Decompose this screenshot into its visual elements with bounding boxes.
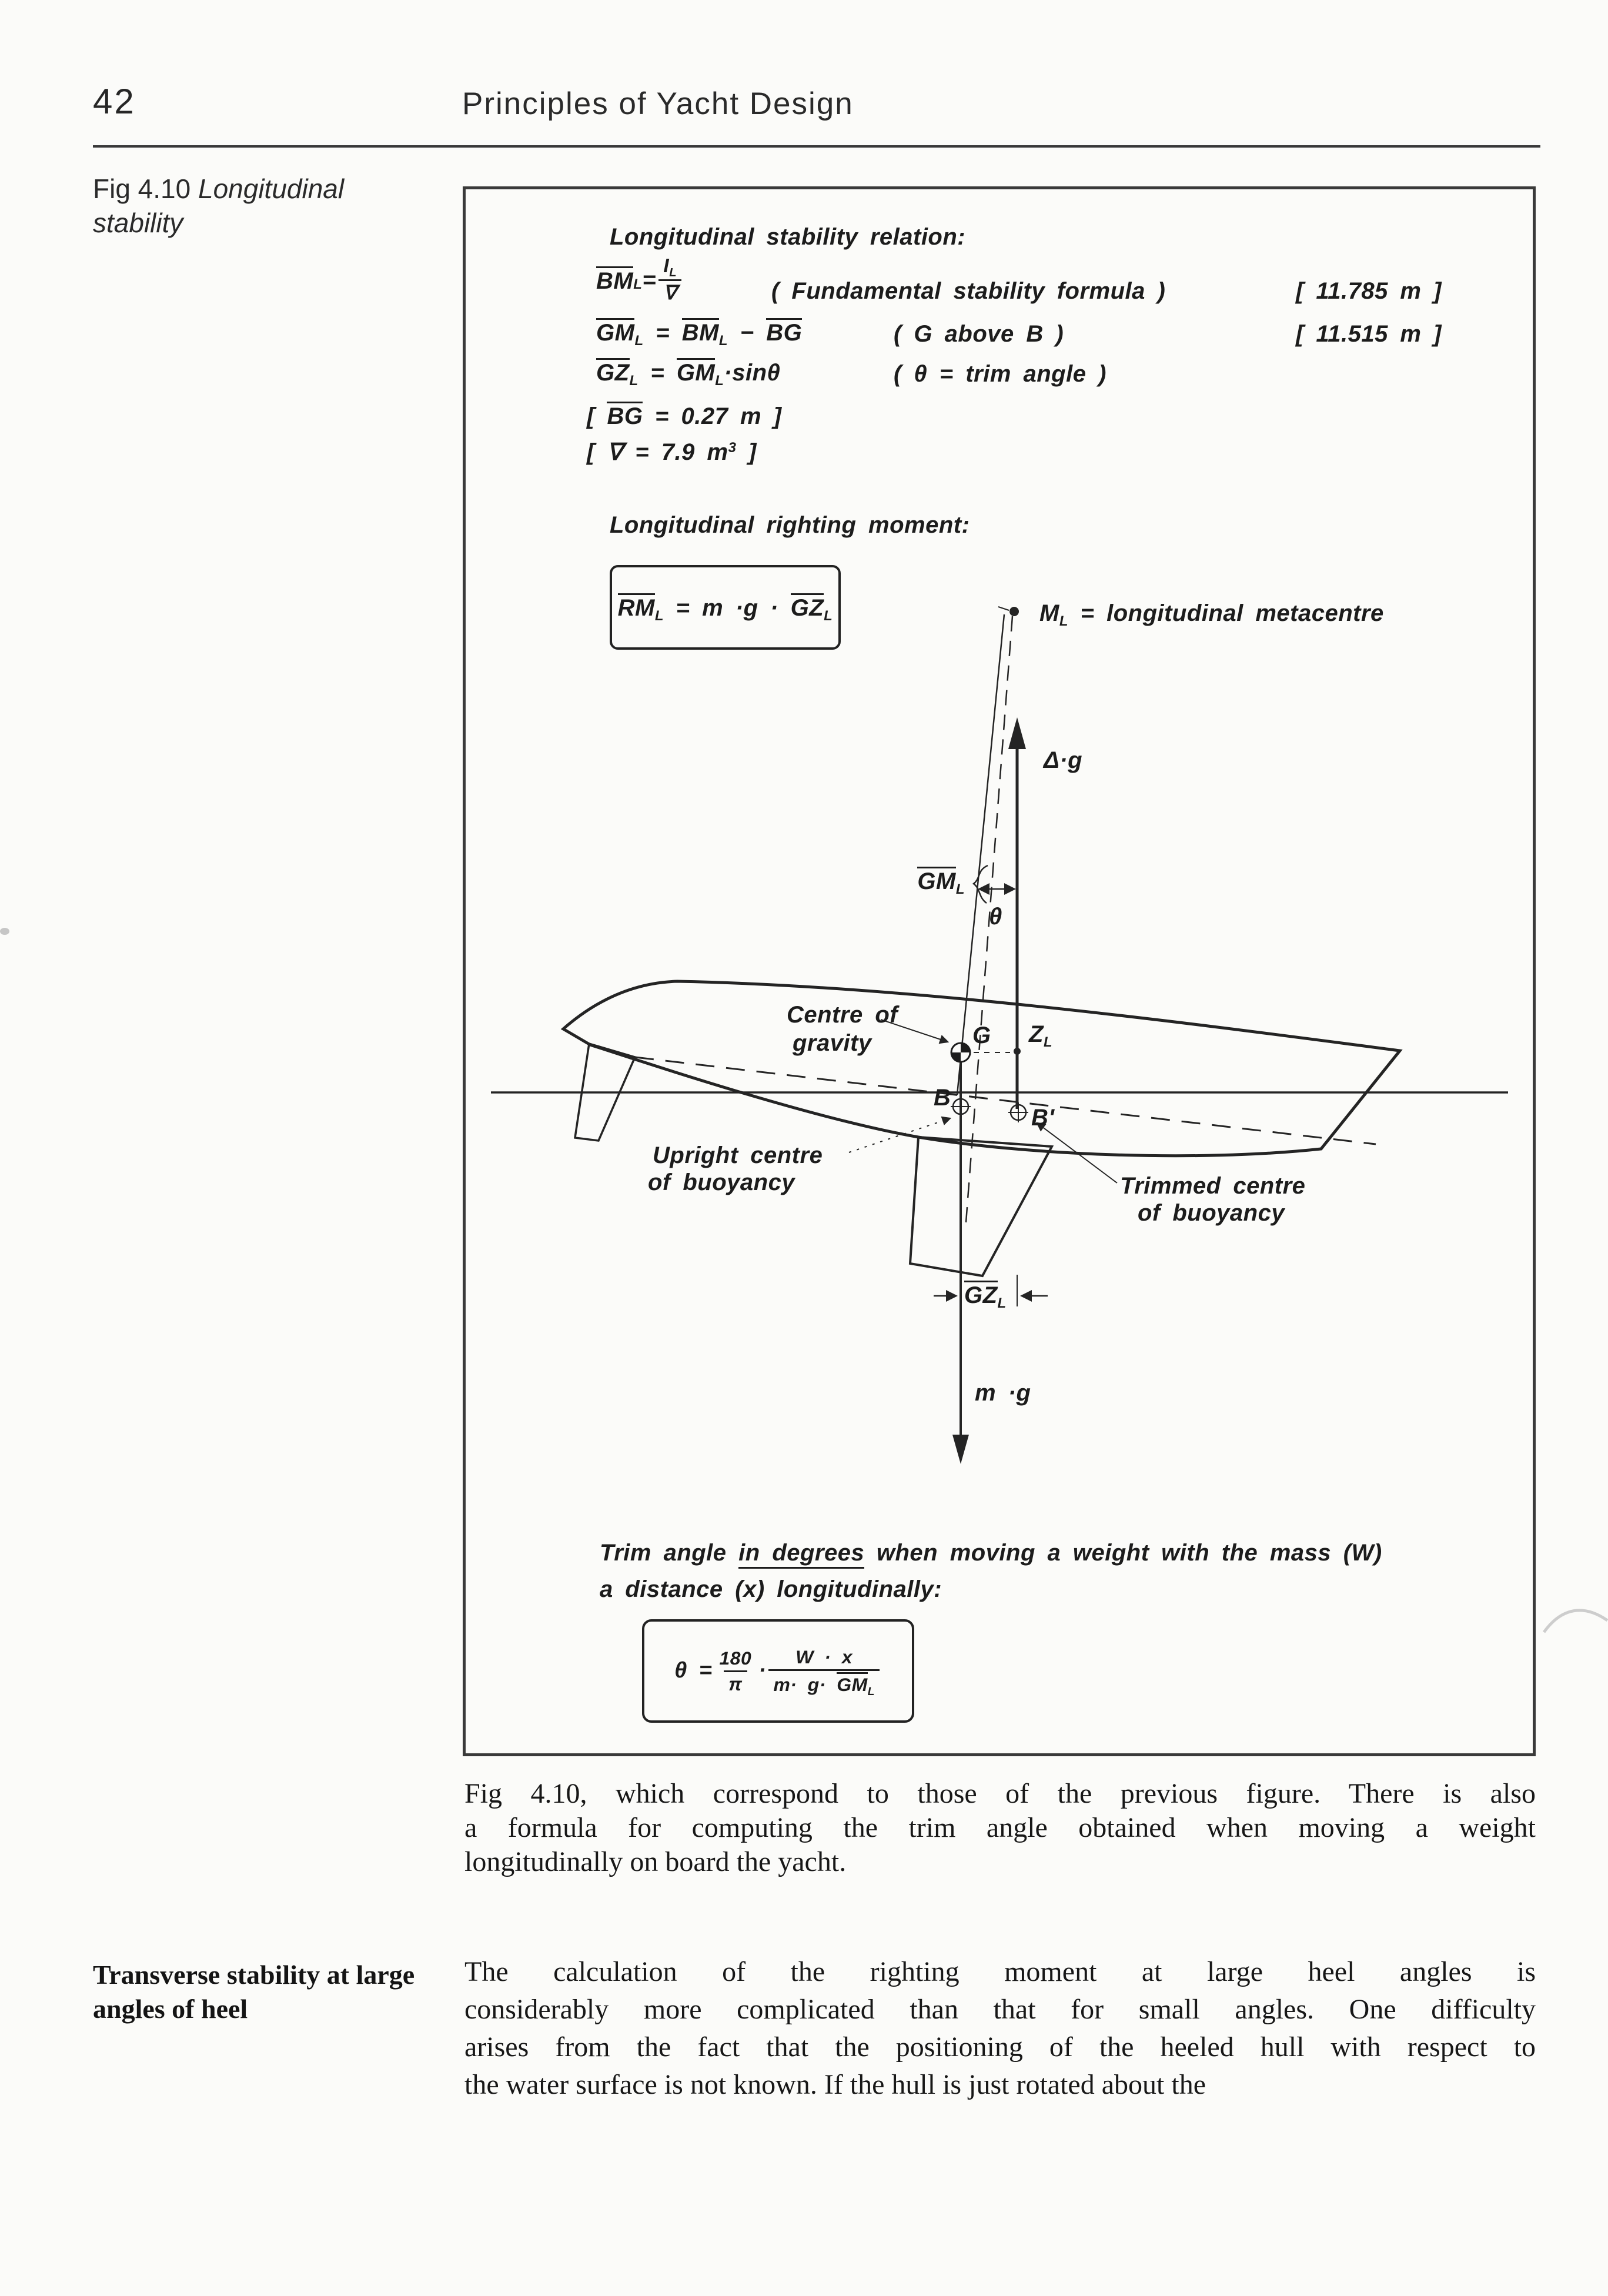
- trimmed-waterline: [635, 1057, 1376, 1144]
- cog-quadrant: [961, 1043, 970, 1052]
- trim-text-underlined: in degrees: [738, 1540, 864, 1569]
- metacentre-label: $M_L$ = longitudinal metacentre: [1039, 600, 1384, 630]
- formula-bg-value: [ BG = 0.27 m ]: [587, 402, 782, 430]
- side-heading: Transverse stability at large angles of heel: [93, 1960, 415, 2024]
- figure-caption: [93, 172, 344, 240]
- metacentre-point: [1009, 607, 1019, 616]
- gml-label: $GM_L$: [904, 867, 965, 895]
- trim-text-line2: a distance (x) longitudinally:: [600, 1576, 942, 1602]
- righting-moment-box: [610, 565, 841, 650]
- keel-fin: [910, 1137, 1052, 1276]
- formula-bml: BM $_L$ = $\frac{I_L}{\nabla}$: [596, 255, 684, 305]
- trim-formula-box: [642, 1619, 914, 1723]
- relation-heading: Longitudinal stability relation:: [610, 224, 966, 250]
- zl-label: $Z_L$: [1029, 1021, 1053, 1051]
- paragraph-2: The calculation of the righting moment at large heel angles is considerably more complicated than that for small angles. One difficulty arises from the fact that the positioning of the heeled hull with respect to the water surface is not known. If the hull is just rotated about the: [464, 1956, 1536, 2100]
- cog-label-line1: Centre of: [787, 1002, 898, 1028]
- paragraph-1: Fig 4.10, which correspond to those of the previous figure. There is also a formula for computing the trim angle obtained when moving a weight longitudinally on board the yacht.: [464, 1778, 1536, 1877]
- gzl-dimension-label: $GZ_L$: [964, 1281, 1007, 1309]
- righting-moment-formula: $RM_L = m \cdot g \cdot GZ_L$: [618, 593, 833, 621]
- page-number: 42: [93, 82, 136, 121]
- gml-brace: [974, 865, 988, 903]
- cog-quadrant: [951, 1052, 961, 1062]
- scan-artifact-swoosh: [1527, 1595, 1608, 1651]
- hull-outline: [563, 981, 1400, 1156]
- weight-force-label: m ·g: [975, 1380, 1031, 1406]
- figure-box: [463, 186, 1536, 1756]
- cog-label-line2: gravity: [793, 1030, 872, 1056]
- formula-gml-comment: ( G above B ): [894, 321, 1064, 347]
- trim-angle-label: θ: [989, 904, 1002, 930]
- zl-point: [1014, 1048, 1021, 1055]
- upright-leader: [849, 1118, 950, 1152]
- formula-gml-value: [ 11.515 m ]: [1296, 321, 1442, 347]
- righting-heading: Longitudinal righting moment:: [610, 512, 970, 538]
- formula-gzl-comment: ( θ = trim angle ): [894, 361, 1106, 387]
- g-label: G: [972, 1022, 991, 1048]
- trim-text-line1: Trim angle in degrees when moving a weight with the mass (W): [600, 1539, 1382, 1566]
- metacentre-tick: [998, 607, 1009, 610]
- upright-label-line1: Upright centre: [653, 1142, 823, 1168]
- formula-bml-value: [ 11.785 m ]: [1296, 278, 1442, 304]
- formula-gzl: $GZ_L = GM_L\cdot\sin\theta$: [596, 358, 780, 386]
- formula-bml-comment: ( Fundamental stability formula ): [771, 278, 1166, 304]
- figure-caption-line2: stability: [93, 208, 183, 238]
- trimmed-label-line2: of buoyancy: [1138, 1200, 1285, 1226]
- weight-arrowhead: [952, 1435, 969, 1464]
- upright-label-line2: of buoyancy: [648, 1169, 795, 1195]
- buoyancy-force-label: Δ·g: [1044, 747, 1083, 773]
- formula-gml: $GM_L = BM_L$ − BG: [596, 318, 802, 346]
- page-title: Principles of Yacht Design: [462, 86, 854, 121]
- bprime-label: B': [1031, 1105, 1055, 1131]
- header-rule: [93, 145, 1540, 148]
- formula-displacement-value: [ ∇ = 7.9 $m^3$ ]: [587, 439, 757, 465]
- b-label: B: [934, 1085, 951, 1111]
- buoyancy-arrowhead: [1008, 717, 1026, 749]
- trim-formula: θ = $\frac{180}{\pi}$ · $\frac{W \cdot x}{m\cdot g\cdot GM_L}$: [674, 1646, 882, 1695]
- figure-caption-line1: Fig 4.10 Longitudinal: [93, 173, 345, 204]
- trimmed-label-line1: Trimmed centre: [1120, 1173, 1306, 1199]
- scan-artifact-speck: [0, 928, 9, 935]
